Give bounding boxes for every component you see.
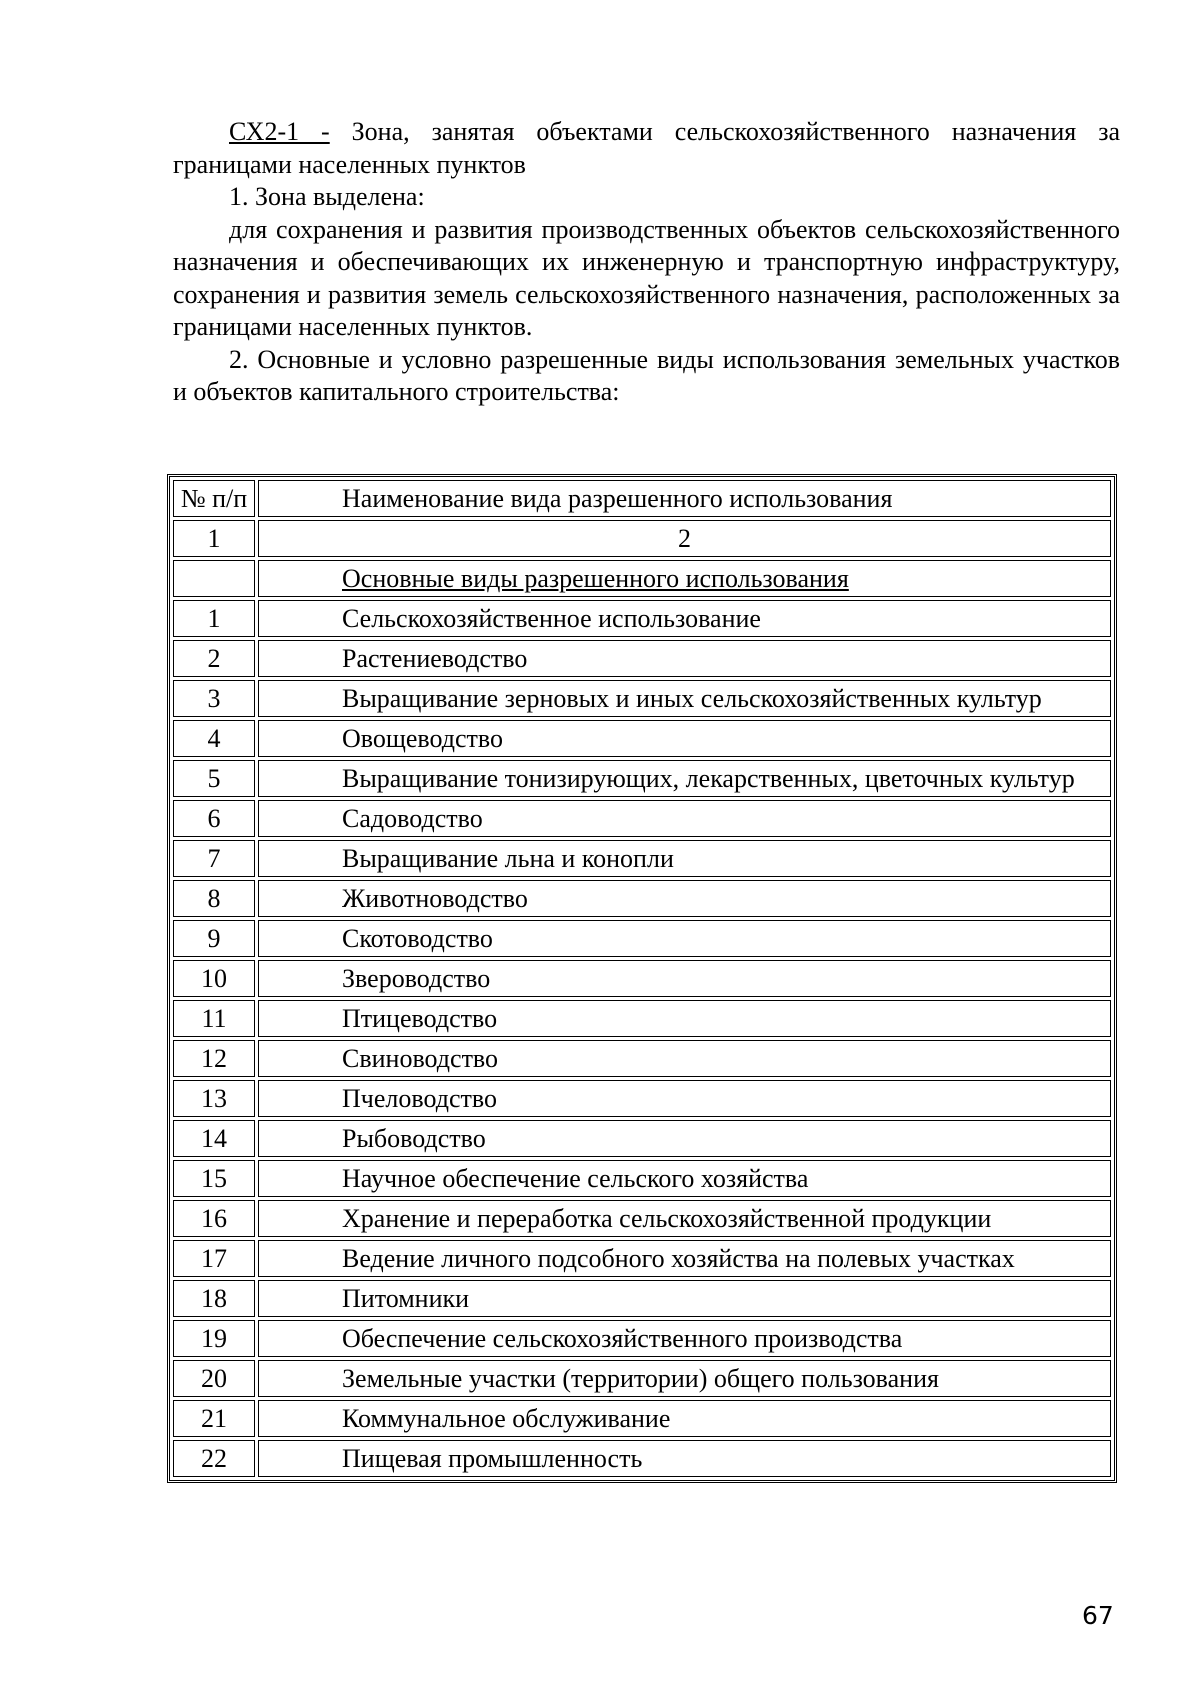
- row-number-cell: 13: [173, 1080, 255, 1117]
- table-row: [173, 600, 1111, 637]
- row-name-cell: Пчеловодство: [258, 1080, 1111, 1117]
- table-row: [173, 1240, 1111, 1277]
- table-index-row: [173, 520, 1111, 557]
- row-name-cell: Рыбоводство: [258, 1120, 1111, 1157]
- row-name-cell: Овощеводство: [258, 720, 1111, 757]
- table-row: [173, 1120, 1111, 1157]
- table-row: [173, 1200, 1111, 1237]
- row-number-cell: 18: [173, 1280, 255, 1317]
- row-name-cell: Ведение личного подсобного хозяйства на полевых участках: [258, 1240, 1111, 1277]
- zone-code: СХ2-1 -: [229, 117, 330, 146]
- table-row: [173, 840, 1111, 877]
- row-name-cell: Растениеводство: [258, 640, 1111, 677]
- row-name-cell: Животноводство: [258, 880, 1111, 917]
- row-name-cell: Выращивание льна и конопли: [258, 840, 1111, 877]
- row-name-cell: Сельскохозяйственное использование: [258, 600, 1111, 637]
- row-number-cell: 9: [173, 920, 255, 957]
- header-name-cell: Наименование вида разрешенного использования: [258, 480, 1111, 517]
- table-row: [173, 800, 1111, 837]
- table-section-row: [173, 560, 1111, 597]
- row-number-cell: 5: [173, 760, 255, 797]
- item1-text: для сохранения и развития производственных объектов сельскохозяйственного назначения и обеспечивающих их инженерную и транспортную инфраструктуру, сохранения и развития земель сельскохозяйственного назначения, расположенных за границами населенных пунктов.: [173, 214, 1120, 341]
- index-num-cell: 1: [173, 520, 255, 557]
- table-row: [173, 880, 1111, 917]
- row-name-cell: Пищевая промышленность: [258, 1440, 1111, 1477]
- row-name-cell: Садоводство: [258, 800, 1111, 837]
- table-row: [173, 640, 1111, 677]
- table-row: [173, 1160, 1111, 1197]
- land-use-table: [167, 474, 1117, 1483]
- row-number-cell: 1: [173, 600, 255, 637]
- table-row: [173, 1080, 1111, 1117]
- row-name-cell: Коммунальное обслуживание: [258, 1400, 1111, 1437]
- row-number-cell: 8: [173, 880, 255, 917]
- row-name-cell: Земельные участки (территории) общего пользования: [258, 1360, 1111, 1397]
- table-row: [173, 720, 1111, 757]
- row-name-cell: Обеспечение сельскохозяйственного производства: [258, 1320, 1111, 1357]
- table-header-row: [173, 480, 1111, 517]
- zone-heading: [173, 116, 1120, 181]
- table-row: [173, 1360, 1111, 1397]
- table-row: [173, 1440, 1111, 1477]
- row-number-cell: 21: [173, 1400, 255, 1437]
- table-row: [173, 1000, 1111, 1037]
- row-number-cell: 10: [173, 960, 255, 997]
- row-number-cell: 11: [173, 1000, 255, 1037]
- table-row: [173, 680, 1111, 717]
- row-number-cell: 20: [173, 1360, 255, 1397]
- table-row: [173, 760, 1111, 797]
- table-row: [173, 960, 1111, 997]
- row-name-cell: Выращивание тонизирующих, лекарственных, цветочных культур: [258, 760, 1111, 797]
- row-number-cell: 7: [173, 840, 255, 877]
- row-number-cell: 14: [173, 1120, 255, 1157]
- header-num-cell: № п/п: [173, 480, 255, 517]
- row-number-cell: 12: [173, 1040, 255, 1077]
- row-number-cell: 19: [173, 1320, 255, 1357]
- row-number-cell: 15: [173, 1160, 255, 1197]
- intro-text: [173, 116, 1120, 409]
- row-number-cell: 2: [173, 640, 255, 677]
- row-name-cell: Выращивание зерновых и иных сельскохозяйственных культур: [258, 680, 1111, 717]
- table-row: [173, 1280, 1111, 1317]
- row-name-cell: Питомники: [258, 1280, 1111, 1317]
- row-name-cell: Свиноводство: [258, 1040, 1111, 1077]
- page-number: 67: [1082, 1601, 1114, 1630]
- section-num-cell: [173, 560, 255, 597]
- item1-heading: 1. Зона выделена:: [229, 182, 425, 211]
- row-name-cell: Хранение и переработка сельскохозяйственной продукции: [258, 1200, 1111, 1237]
- land-use-table-wrapper: [167, 474, 1117, 1483]
- table-row: [173, 1400, 1111, 1437]
- index-name-cell: 2: [258, 520, 1111, 557]
- row-number-cell: 17: [173, 1240, 255, 1277]
- item2-text: 2. Основные и условно разрешенные виды использования земельных участков и объектов капитального строительства:: [173, 344, 1120, 406]
- row-name-cell: Научное обеспечение сельского хозяйства: [258, 1160, 1111, 1197]
- row-number-cell: 3: [173, 680, 255, 717]
- row-number-cell: 16: [173, 1200, 255, 1237]
- row-number-cell: 6: [173, 800, 255, 837]
- row-name-cell: Птицеводство: [258, 1000, 1111, 1037]
- row-number-cell: 22: [173, 1440, 255, 1477]
- table-row: [173, 920, 1111, 957]
- table-row: [173, 1040, 1111, 1077]
- section-title-cell: Основные виды разрешенного использования: [258, 560, 1111, 597]
- table-row: [173, 1320, 1111, 1357]
- row-name-cell: Звероводство: [258, 960, 1111, 997]
- zone-title: Зона, занятая объектами сельскохозяйственного назначения за границами населенных пунктов: [173, 117, 1121, 179]
- row-number-cell: 4: [173, 720, 255, 757]
- row-name-cell: Скотоводство: [258, 920, 1111, 957]
